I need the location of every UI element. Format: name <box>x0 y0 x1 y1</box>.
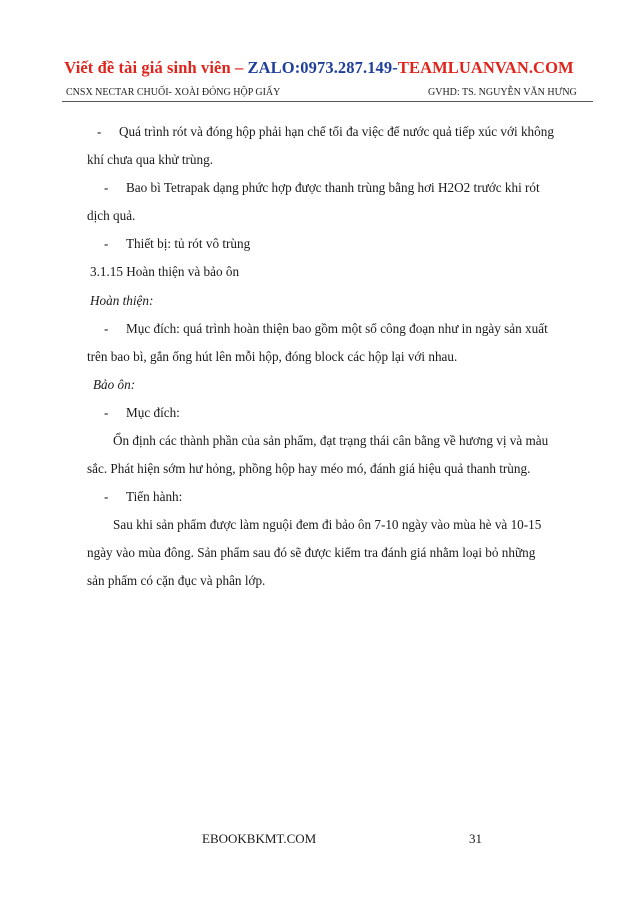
bullet-finishing-purpose-cont: trên bao bì, gắn ống hút lên mỗi hộp, đóng block các hộp lại với nhau. <box>87 349 458 364</box>
bullet-dash: - <box>104 321 109 336</box>
bullet-packaging-text-cont: dịch quả. <box>87 208 136 223</box>
paragraph-procedure: Sau khi sản phẩm được làm nguội đem đi bảo ôn 7-10 ngày vào mùa hè và 10-15 <box>113 517 542 532</box>
header-advisor: GVHD: TS. NGUYỄN VĂN HƯNG <box>428 87 577 98</box>
banner-zalo: ZALO:0973.287.149- <box>247 58 398 77</box>
bullet-finishing-purpose: Mục đích: quá trình hoàn thiện bao gồm một số công đoạn như in ngày sản xuất <box>126 321 548 336</box>
bullet-filling-text-cont: khí chưa qua khử trùng. <box>87 152 213 167</box>
bullet-dash: - <box>97 124 102 139</box>
page-number: 31 <box>469 831 482 846</box>
bullet-dash: - <box>104 405 109 420</box>
paragraph-procedure-cont: ngày vào mùa đông. Sản phẩm sau đó sẽ được kiểm tra đánh giá nhằm loại bỏ những <box>87 545 536 560</box>
subheading-finishing: Hoàn thiện: <box>90 293 154 308</box>
bullet-dash: - <box>104 489 109 504</box>
paragraph-procedure-end: sản phẩm có cặn đục và phân lớp. <box>87 573 266 588</box>
paragraph-purpose-cont: sắc. Phát hiện sớm hư hỏng, phồng hộp hay méo mó, đánh giá hiệu quả thanh trùng. <box>87 461 531 476</box>
bullet-equipment-text: Thiết bị: tủ rót vô trùng <box>126 236 251 251</box>
bullet-filling-text: Quá trình rót và đóng hộp phải hạn chế tối đa việc để nước quả tiếp xúc với không <box>119 124 554 139</box>
paragraph-purpose: Ổn định các thành phần của sản phẩm, đạt trạng thái cân bằng về hương vị và màu <box>113 433 549 448</box>
bullet-dash: - <box>104 180 109 195</box>
subheading-storage: Bảo ôn: <box>93 377 136 392</box>
bullet-dash: - <box>104 236 109 251</box>
banner-site: TEAMLUANVAN.COM <box>397 58 574 77</box>
banner-text: Viết đề tài giá sinh viên – <box>64 58 248 77</box>
footer-site: EBOOKBKMT.COM <box>202 831 317 846</box>
bullet-packaging-text: Bao bì Tetrapak dạng phức hợp được thanh trùng bằng hơi H2O2 trước khi rót <box>126 180 540 195</box>
bullet-procedure: Tiến hành: <box>126 489 183 504</box>
header-title: CNSX NECTAR CHUỐI- XOÀI ĐÓNG HỘP GIẤY <box>66 87 281 98</box>
section-heading: 3.1.15 Hoàn thiện và bảo ôn <box>90 264 240 279</box>
bullet-storage-purpose: Mục đích: <box>126 405 180 420</box>
